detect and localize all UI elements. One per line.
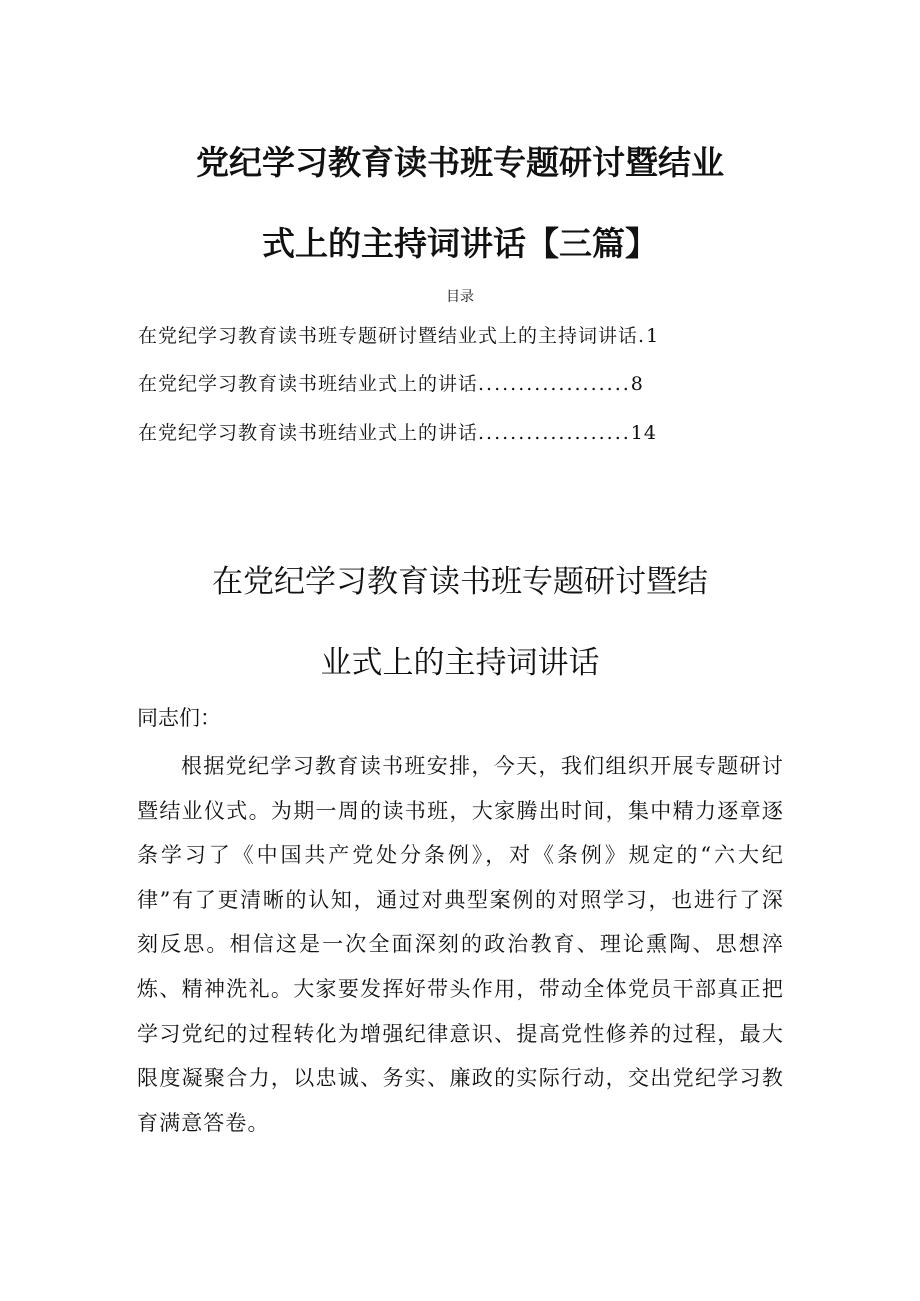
toc-entry-page: 14 xyxy=(630,422,657,444)
toc-entry-text: 在党纪学习教育读书班专题研讨暨结业式上的主持词讲话 xyxy=(138,325,639,347)
toc-entry-leader: ................... xyxy=(478,422,631,444)
body-paragraph: 根据党纪学习教育读书班安排，今天，我们组织开展专题研讨暨结业仪式。为期一周的读书班，大家腾出时间，集中精力逐章逐条学习了《中国共产党处分条例》，对《条例》规定的“六大纪律”有了更清晰的认知，通过对典型案例的对照学习，也进行了深刻反思。相信这是一次全面深刻的政治教育、理论熏陶、思想淬炼、精神洗礼。大家要发挥好带头作用，带动全体党员干部真正把学习党纪的过程转化为增强纪律意识、提高党性修养的过程，最大限度凝聚合力，以忠诚、务实、廉政的实际行动，交出党纪学习教育满意答卷。 xyxy=(137,754,784,1135)
toc-entry-text: 在党纪学习教育读书班结业式上的讲话 xyxy=(138,373,479,395)
toc-entry-page: 1 xyxy=(646,325,660,347)
toc-entry-leader: ................... xyxy=(478,373,631,395)
toc-entry[interactable] xyxy=(138,369,778,399)
speech-title-line-1: 在党纪学习教育读书班专题研讨暨结 xyxy=(212,564,708,600)
toc-entry[interactable] xyxy=(138,321,778,351)
toc-entry-text: 在党纪学习教育读书班结业式上的讲话 xyxy=(138,422,479,444)
toc-heading: 目录 xyxy=(446,289,474,305)
toc-entry[interactable] xyxy=(138,418,778,448)
speech-title-line-2: 业式上的主持词讲话 xyxy=(320,645,600,681)
toc-entry-page: 8 xyxy=(630,373,644,395)
document-title-line-1: 党纪学习教育读书班专题研讨暨结业 xyxy=(196,143,724,182)
document-title-line-2: 式上的主持词讲话【三篇】 xyxy=(262,224,658,263)
toc-entry-leader: . xyxy=(638,325,647,347)
salutation: 同志们： xyxy=(137,706,221,730)
